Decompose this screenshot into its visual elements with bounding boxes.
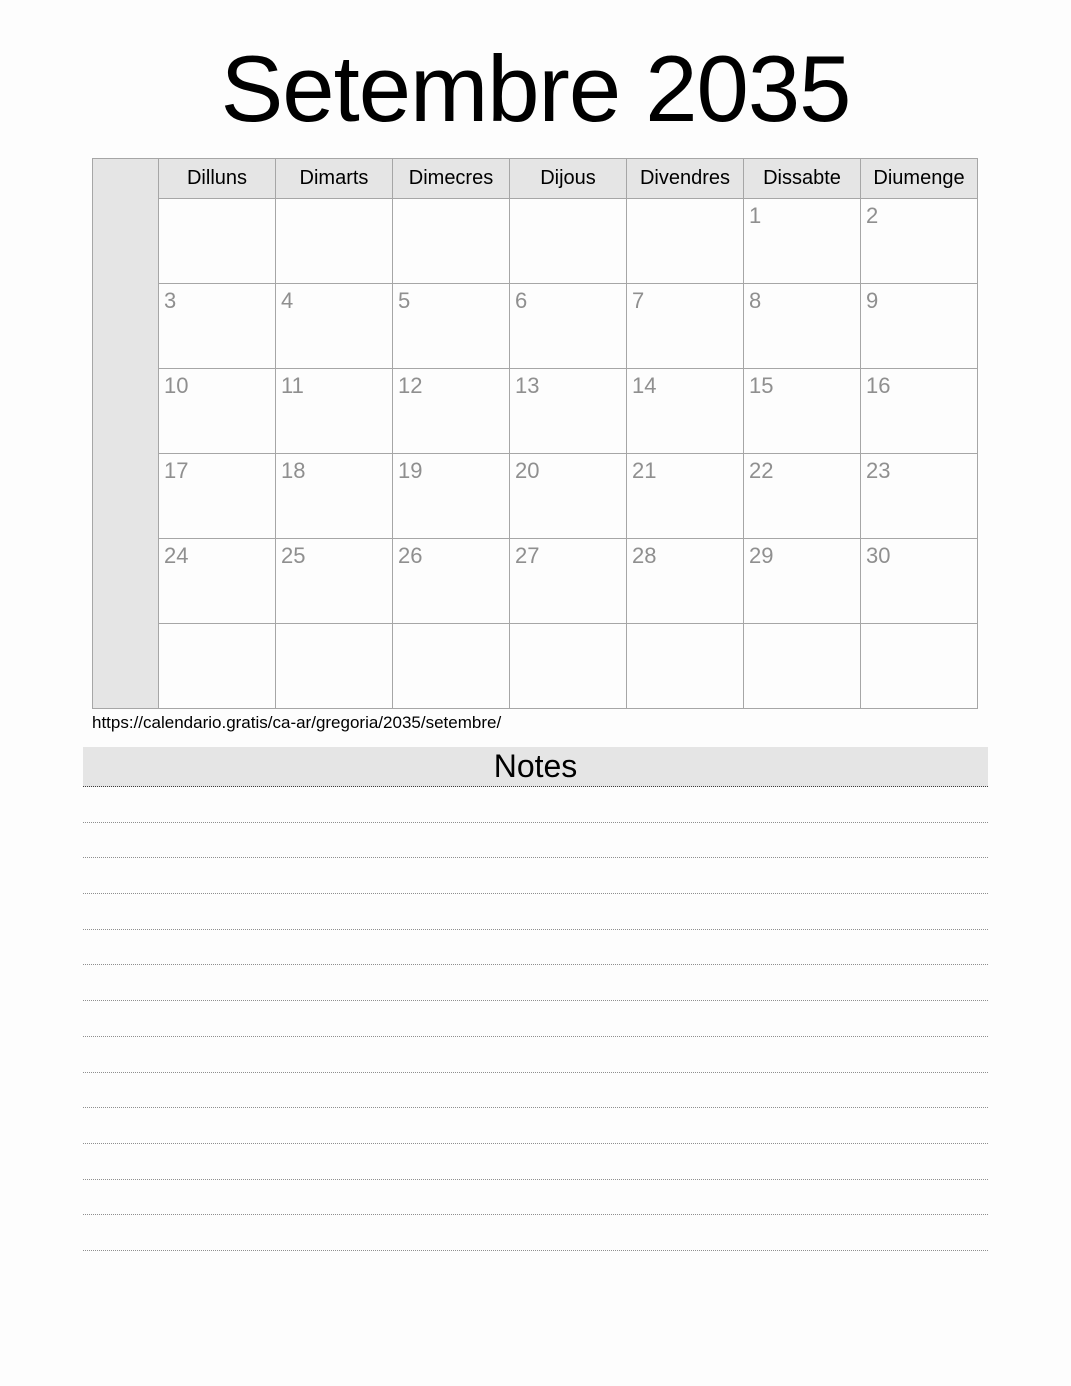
notes-ruled-line — [83, 1180, 988, 1216]
day-number: 29 — [749, 543, 774, 568]
calendar-header-row — [93, 159, 978, 199]
weekday-header: Dissabte — [744, 159, 861, 199]
calendar-day-cell — [393, 284, 510, 369]
day-number: 16 — [866, 373, 891, 398]
calendar-day-cell — [627, 539, 744, 624]
day-number: 19 — [398, 458, 423, 483]
calendar-day-cell — [744, 539, 861, 624]
notes-ruled-line — [83, 894, 988, 930]
calendar-day-cell — [744, 454, 861, 539]
calendar-week-row — [93, 624, 978, 709]
notes-ruled-line — [83, 1001, 988, 1037]
weekday-header: Dijous — [510, 159, 627, 199]
day-number: 30 — [866, 543, 891, 568]
day-number: 21 — [632, 458, 657, 483]
calendar-day-cell — [276, 369, 393, 454]
calendar-empty-cell — [627, 624, 744, 709]
calendar-day-cell — [276, 539, 393, 624]
notes-ruled-line — [83, 965, 988, 1001]
day-number: 24 — [164, 543, 189, 568]
day-number: 11 — [281, 373, 304, 398]
weekday-header: Dilluns — [159, 159, 276, 199]
calendar-empty-cell — [510, 199, 627, 284]
calendar-day-cell — [510, 369, 627, 454]
day-number: 7 — [632, 288, 645, 313]
calendar-day-cell — [159, 539, 276, 624]
notes-ruled-line — [83, 930, 988, 966]
calendar-day-cell — [510, 454, 627, 539]
day-number: 8 — [749, 288, 762, 313]
day-number: 6 — [515, 288, 528, 313]
calendar-day-cell — [510, 539, 627, 624]
calendar-day-cell — [861, 284, 978, 369]
day-number: 5 — [398, 288, 411, 313]
notes-ruled-line — [83, 1037, 988, 1073]
calendar-day-cell — [744, 199, 861, 284]
day-number: 9 — [866, 288, 879, 313]
calendar-empty-cell — [393, 199, 510, 284]
day-number: 4 — [281, 288, 294, 313]
calendar-week-row — [93, 539, 978, 624]
calendar-week-row — [93, 369, 978, 454]
weekday-header: Dimarts — [276, 159, 393, 199]
calendar-day-cell — [393, 369, 510, 454]
notes-ruled-line — [83, 1108, 988, 1144]
day-number: 1 — [749, 203, 762, 228]
calendar-week-row — [93, 199, 978, 284]
calendar-day-cell — [159, 284, 276, 369]
notes-lines — [83, 787, 988, 1251]
notes-ruled-line — [83, 823, 988, 859]
week-gutter-column — [93, 159, 159, 709]
calendar-day-cell — [861, 539, 978, 624]
calendar-day-cell — [744, 284, 861, 369]
day-number: 10 — [164, 373, 189, 398]
day-number: 20 — [515, 458, 540, 483]
day-number: 23 — [866, 458, 891, 483]
calendar-empty-cell — [627, 199, 744, 284]
calendar-week-row — [93, 454, 978, 539]
calendar-day-cell — [744, 369, 861, 454]
calendar-empty-cell — [276, 199, 393, 284]
day-number: 2 — [866, 203, 879, 228]
calendar-week-row — [93, 284, 978, 369]
calendar-table — [92, 158, 978, 709]
calendar-day-cell — [861, 454, 978, 539]
calendar-day-cell — [276, 454, 393, 539]
calendar-empty-cell — [861, 624, 978, 709]
notes-header — [83, 747, 988, 787]
page-title: Setembre 2035 — [220, 36, 851, 141]
day-number: 27 — [515, 543, 540, 568]
calendar-day-cell — [393, 539, 510, 624]
day-number: 22 — [749, 458, 774, 483]
calendar-empty-cell — [159, 199, 276, 284]
day-number: 3 — [164, 288, 177, 313]
weekday-header: Divendres — [627, 159, 744, 199]
notes-ruled-line — [83, 1144, 988, 1180]
calendar-empty-cell — [393, 624, 510, 709]
day-number: 28 — [632, 543, 657, 568]
weekday-header: Dimecres — [393, 159, 510, 199]
day-number: 25 — [281, 543, 306, 568]
notes-ruled-line — [83, 1215, 988, 1251]
calendar-day-cell — [510, 284, 627, 369]
day-number: 13 — [515, 373, 540, 398]
calendar-day-cell — [276, 284, 393, 369]
calendar-empty-cell — [159, 624, 276, 709]
calendar-day-cell — [627, 369, 744, 454]
notes-ruled-line — [83, 787, 988, 823]
notes-ruled-line — [83, 1073, 988, 1109]
calendar-day-cell — [861, 199, 978, 284]
calendar-empty-cell — [276, 624, 393, 709]
source-url: https://calendario.gratis/ca-ar/gregoria/2035/setembre/ — [92, 713, 502, 732]
weekday-header: Diumenge — [861, 159, 978, 199]
calendar-empty-cell — [744, 624, 861, 709]
day-number: 15 — [749, 373, 774, 398]
day-number: 18 — [281, 458, 306, 483]
calendar-empty-cell — [510, 624, 627, 709]
calendar-day-cell — [861, 369, 978, 454]
day-number: 17 — [164, 458, 189, 483]
calendar-day-cell — [627, 284, 744, 369]
calendar-day-cell — [393, 454, 510, 539]
calendar-day-cell — [627, 454, 744, 539]
day-number: 12 — [398, 373, 423, 398]
day-number: 14 — [632, 373, 657, 398]
calendar-day-cell — [159, 454, 276, 539]
calendar-day-cell — [159, 369, 276, 454]
notes-title: Notes — [493, 748, 578, 784]
notes-ruled-line — [83, 858, 988, 894]
day-number: 26 — [398, 543, 423, 568]
